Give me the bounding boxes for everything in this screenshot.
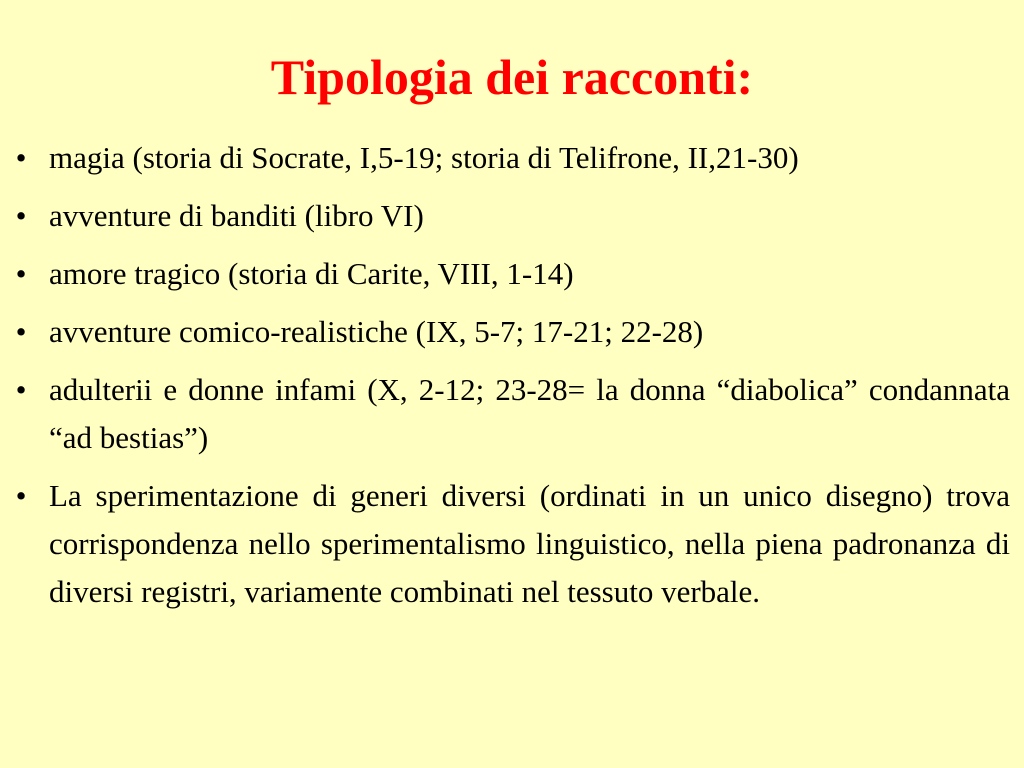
bullet-icon: • bbox=[15, 372, 27, 407]
bullet-icon: • bbox=[15, 314, 27, 349]
bullet-text: La sperimentazione di generi diversi (ordinati in un unico disegno) trova corrispondenza nello sperimentalismo linguistico, nella piena padronanza di diversi registri, variamente combinati nel tessuto verbale. bbox=[49, 478, 1010, 609]
bullet-icon: • bbox=[15, 256, 27, 291]
bullet-item-amore-tragico bbox=[11, 250, 1010, 298]
bullet-text: avventure comico-realistiche (IX, 5-7; 17-21; 22-28) bbox=[49, 314, 704, 349]
bullet-text: avventure di banditi (libro VI) bbox=[49, 198, 424, 233]
slide-title: Tipologia dei racconti: bbox=[270, 49, 754, 105]
bullet-icon: • bbox=[15, 198, 27, 233]
bullet-list bbox=[11, 134, 1010, 626]
bullet-item-comico-realistiche bbox=[11, 308, 1010, 356]
bullet-icon: • bbox=[15, 478, 27, 513]
bullet-text: adulterii e donne infami (X, 2-12; 23-28= la donna “diabolica” condannata “ad bestias”) bbox=[49, 372, 1010, 455]
bullet-icon: • bbox=[15, 140, 27, 175]
bullet-text: magia (storia di Socrate, I,5-19; storia di Telifrone, II,21-30) bbox=[49, 140, 799, 175]
bullet-item-magia bbox=[11, 134, 1010, 182]
bullet-item-banditi bbox=[11, 192, 1010, 240]
bullet-item-sperimentazione bbox=[11, 472, 1010, 616]
bullet-item-adulterii bbox=[11, 366, 1010, 462]
bullet-text: amore tragico (storia di Carite, VIII, 1-14) bbox=[49, 256, 574, 291]
